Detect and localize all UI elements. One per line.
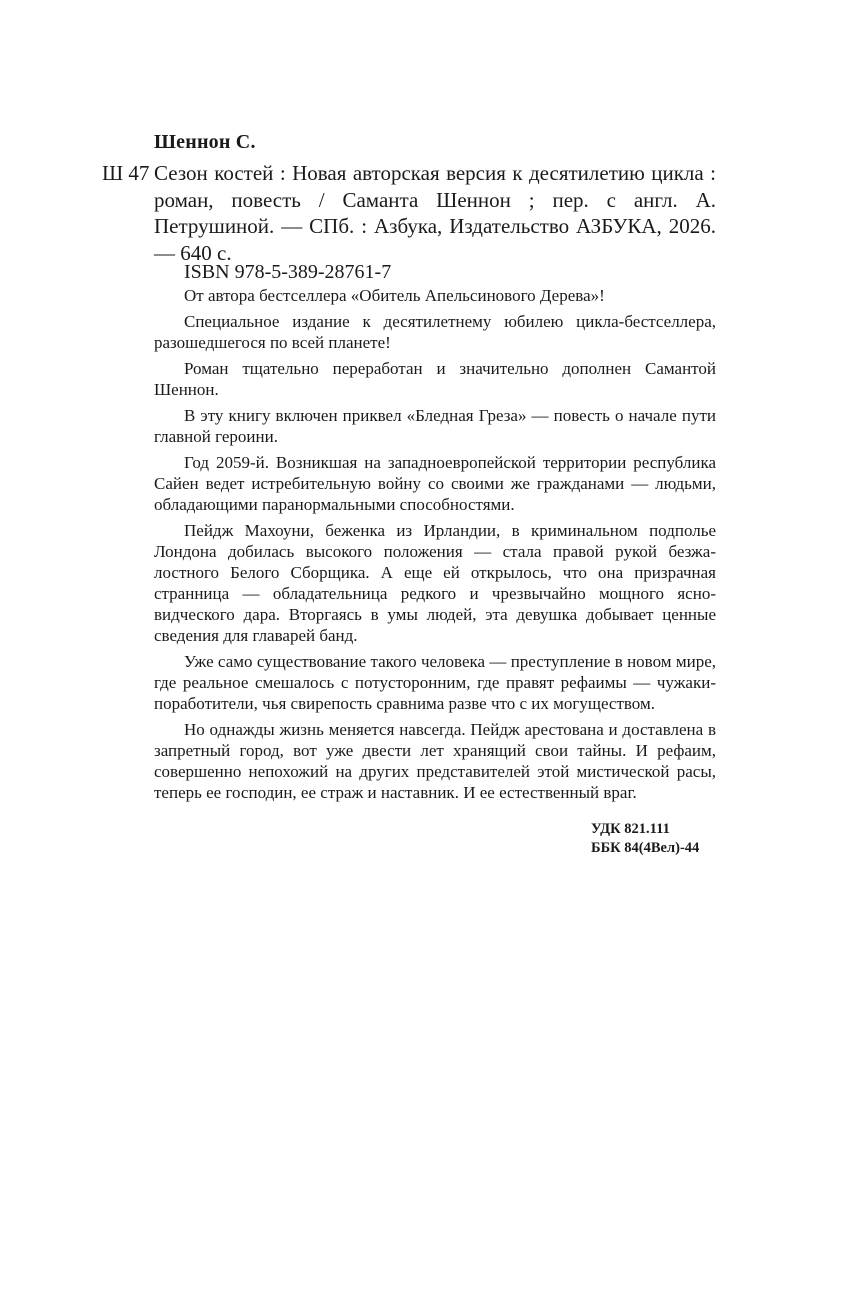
annotation xyxy=(154,285,716,808)
isbn: ISBN 978-5-389-28761-7 xyxy=(184,261,392,283)
author-heading: Шеннон С. xyxy=(154,131,256,153)
udk-code: УДК 821.111 xyxy=(591,821,670,837)
bibliographic-description: Сезон костей : Новая авторская версия к десятилетию цикла : роман, повесть / Саманта Шеннон ; пер. с англ. А. Петрушиной. — СПб. : Азбука, Издательство АЗБУКА, 2026. — 640 с. xyxy=(154,161,716,265)
annotation-paragraph: Пейдж Махоуни, беженка из Ирландии, в криминальном подполье Лондона добилась высокого положения — стала правой рукой безжалостного Белого Сборщика. А еще ей открылось, что она призрачная странница — обладательница редкого и чрезвычайно мощного ясновидческого дара. Вторгаясь в умы людей, эта девушка добывает ценные сведения для главарей банд. xyxy=(154,521,716,645)
annotation-paragraph: В эту книгу включен приквел «Бледная Греза» — повесть о начале пути главной героини. xyxy=(154,406,716,446)
annotation-paragraph: Но однажды жизнь меняется навсегда. Пейдж арестована и доставлена в запретный город, вот уже двести лет хранящий свои тайны. И рефаим, совершенно непохожий на других представителей этой мистической расы, теперь ее господин, ее страж и наставник. И ее естественный враг. xyxy=(154,720,716,802)
annotation-paragraph: Роман тщательно переработан и значительно дополнен Самантой Шеннон. xyxy=(154,359,716,399)
author-code: Ш 47 xyxy=(102,161,150,185)
classification-codes xyxy=(591,820,699,858)
annotation-paragraph: От автора бестселлера «Обитель Апельсинового Дерева»! xyxy=(184,286,605,305)
bbk-code: ББК 84(4Вел)-44 xyxy=(591,840,700,856)
annotation-paragraph: Год 2059-й. Возникшая на западноевропейской территории республика Сайен ведет истребительную войну со своими же гражданами — людьми, обладающими паранормальными способностями. xyxy=(154,453,716,514)
annotation-paragraph: Специальное издание к десятилетнему юбилею цикла-бестселлера, разошедшегося по всей планете! xyxy=(154,312,716,352)
annotation-paragraph: Уже само существование такого человека — преступление в новом мире, где реальное смешалось с потусторонним, где правят рефаимы — чужаки-поработители, чья свирепость сравнима разве что с их могуществом. xyxy=(154,652,716,713)
